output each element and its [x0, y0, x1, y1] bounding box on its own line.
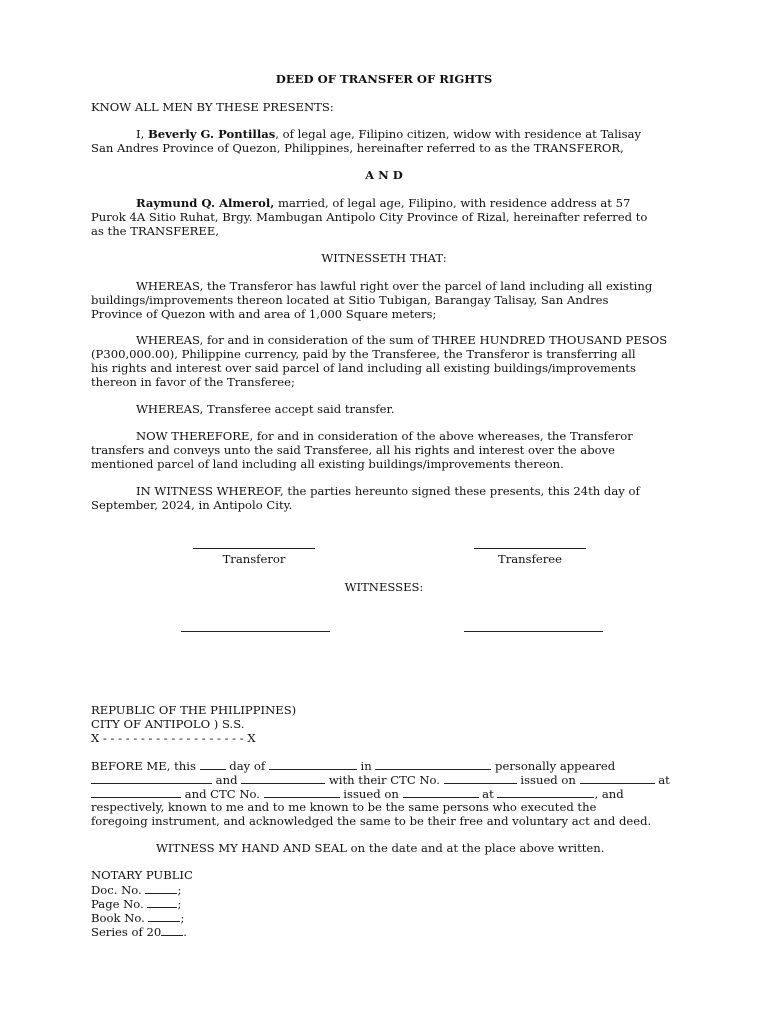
text: day of: [225, 759, 269, 773]
and-separator: A N D: [365, 168, 403, 182]
now-therefore-line: NOW THEREFORE, for and in consideration of the above whereases, the Transferor: [136, 429, 633, 443]
text: BEFORE ME, this: [91, 759, 200, 773]
text: personally appeared: [491, 759, 616, 773]
document-title: DEED OF TRANSFER OF RIGHTS: [275, 72, 493, 86]
witness-hand-line: WITNESS MY HAND AND SEAL on the date and at the place above written.: [156, 841, 605, 855]
text: at: [654, 773, 670, 787]
text: Book No.: [91, 911, 149, 925]
before-me-line-5: foregoing instrument, and acknowledged the same to be their free and voluntary act and deed.: [91, 814, 652, 828]
text: issued on: [339, 787, 403, 801]
witness-signature-line-2: [464, 631, 603, 632]
whereas1-line: WHEREAS, the Transferor has lawful right over the parcel of land including all existing: [136, 279, 653, 293]
transferee-line-1: [136, 196, 630, 210]
blank-line: [91, 772, 212, 784]
witnesses-heading: WITNESSES:: [344, 580, 424, 594]
witnesseth-heading: WITNESSETH THAT:: [321, 251, 447, 265]
transferor-label: Transferor: [222, 552, 286, 566]
blank-line: [375, 758, 491, 770]
page-no-line: [91, 896, 181, 911]
text: Page No.: [91, 897, 148, 911]
in-witness-line: IN WITNESS WHEREOF, the parties hereunto signed these presents, this 24th day of: [136, 484, 640, 498]
blank-line: [241, 772, 325, 784]
transferor-prefix: I,: [136, 127, 148, 141]
text: ;: [177, 883, 182, 897]
transferee-signature-line: [474, 548, 586, 549]
blank-line: [147, 896, 177, 908]
text: at: [478, 787, 498, 801]
whereas2-line: WHEREAS, for and in consideration of the sum of THREE HUNDRED THOUSAND PESOS: [136, 333, 668, 347]
notary-public-label: NOTARY PUBLIC: [91, 868, 193, 882]
blank-line: [403, 786, 479, 798]
before-me-line-1: [91, 758, 615, 773]
blank-line: [145, 882, 177, 894]
before-me-line-4: respectively, known to me and to me known to be the same persons who executed the: [91, 800, 597, 814]
blank-line: [200, 758, 226, 770]
doc-no-line: [91, 882, 181, 897]
transferor-line-1: [136, 127, 641, 141]
now-therefore-line: mentioned parcel of land including all existing buildings/improvements thereon.: [91, 457, 564, 471]
blank-line: [580, 772, 655, 784]
transferee-details: married, of legal age, Filipino, with residence address at 57: [274, 196, 631, 210]
text: with their CTC No.: [325, 773, 444, 787]
text: ;: [177, 897, 182, 911]
whereas1-line: buildings/improvements thereon located at Sitio Tubigan, Barangay Talisay, San Andres: [91, 293, 609, 307]
venue-city: CITY OF ANTIPOLO ) S.S.: [91, 717, 245, 731]
text: issued on: [516, 773, 580, 787]
venue-republic: REPUBLIC OF THE PHILIPPINES): [91, 703, 297, 717]
before-me-line-2: [91, 772, 670, 787]
transferor-signature-line: [193, 548, 315, 549]
transferee-name: Raymund Q. Almerol,: [136, 196, 275, 210]
whereas3-line: WHEREAS, Transferee accept said transfer.: [136, 402, 395, 416]
whereas2-line: thereon in favor of the Transferee;: [91, 375, 295, 389]
text: , and: [594, 787, 624, 801]
transferor-name: Beverly G. Pontillas: [147, 127, 276, 141]
blank-line: [444, 772, 517, 784]
text: ;: [180, 911, 185, 925]
blank-line: [161, 924, 183, 936]
transferee-line-2: Purok 4A Sitio Ruhat, Brgy. Mambugan Antipolo City Province of Rizal, hereinafter referred to: [91, 210, 648, 224]
transferor-details: , of legal age, Filipino citizen, widow with residence at Talisay: [275, 127, 642, 141]
before-me-line-3: [91, 786, 624, 801]
transferor-line-2: San Andres Province of Quezon, Philippines, hereinafter referred to as the TRANSFEROR,: [91, 141, 624, 155]
text: and: [212, 773, 242, 787]
blank-line: [91, 786, 181, 798]
blank-line: [148, 910, 180, 922]
blank-line: [264, 786, 340, 798]
whereas2-line: (P300,000.00), Philippine currency, paid by the Transferee, the Transferor is transferring all: [91, 347, 636, 361]
now-therefore-line: transfers and conveys unto the said Transferee, all his rights and interest over the above: [91, 443, 616, 457]
whereas2-line: his rights and interest over said parcel of land including all existing buildings/improvements: [91, 361, 636, 375]
text: in: [356, 759, 376, 773]
whereas1-line: Province of Quezon with and area of 1,000 Square meters;: [91, 307, 437, 321]
text: Series of 20: [91, 925, 162, 939]
transferee-line-3: as the TRANSFEREE,: [91, 224, 219, 238]
text: and CTC No.: [181, 787, 264, 801]
blank-line: [497, 786, 594, 798]
witness-signature-line-1: [181, 631, 330, 632]
series-line: [91, 924, 187, 939]
transferee-label: Transferee: [497, 552, 563, 566]
text: .: [183, 925, 187, 939]
book-no-line: [91, 910, 184, 925]
venue-divider: X - - - - - - - - - - - - - - - - - - - X: [91, 731, 256, 745]
text: Doc. No.: [91, 883, 146, 897]
know-all-heading: KNOW ALL MEN BY THESE PRESENTS:: [91, 100, 334, 114]
blank-line: [269, 758, 357, 770]
in-witness-line: September, 2024, in Antipolo City.: [91, 498, 293, 512]
